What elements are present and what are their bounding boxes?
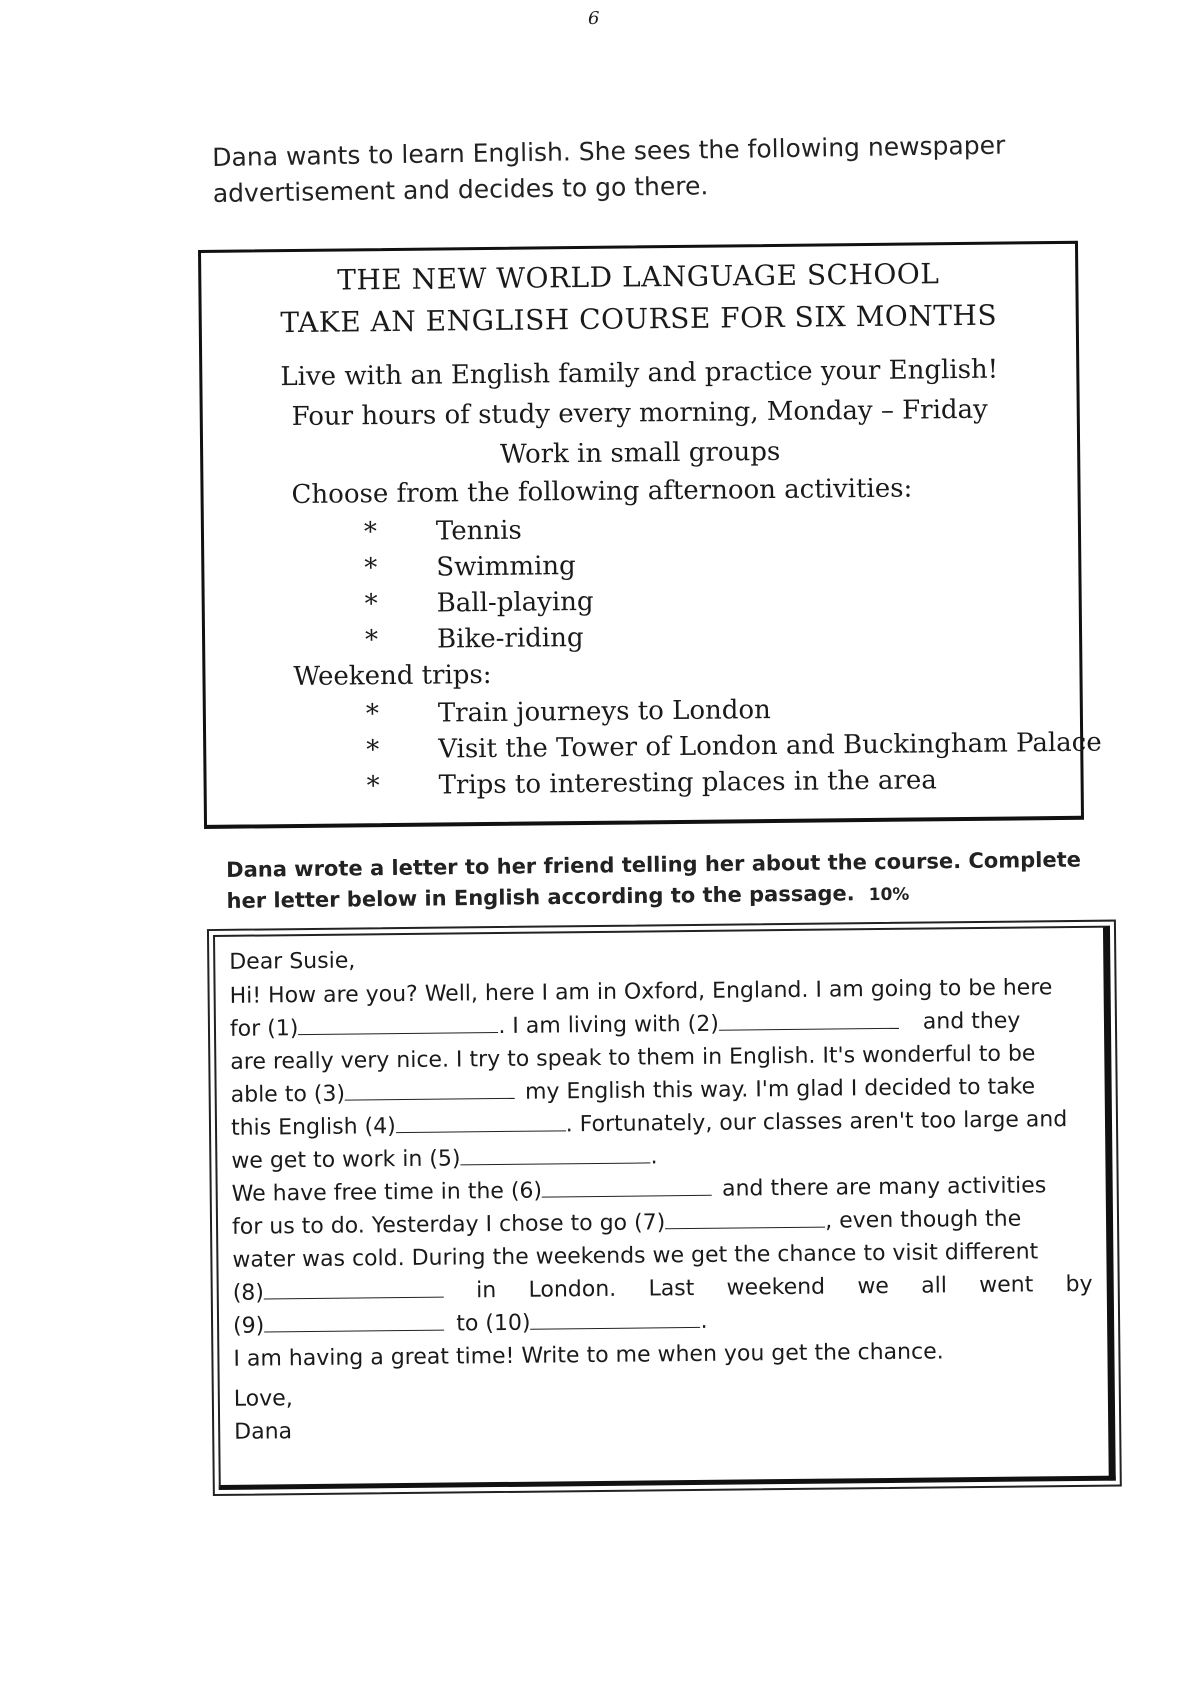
answer-blank-4[interactable]: [396, 1110, 566, 1133]
letter-word: we: [857, 1273, 890, 1300]
letter-text: my English this way. I'm glad I decided to take: [524, 1074, 1036, 1105]
bullet-star: *: [364, 553, 378, 584]
letter-word: by: [1065, 1271, 1093, 1298]
ad-trips-heading: Weekend trips:: [293, 659, 492, 693]
answer-blank-1[interactable]: [298, 1012, 498, 1035]
letter-text: and there are many activities: [721, 1173, 1047, 1202]
bullet-star: *: [364, 625, 379, 656]
letter-line: are really very nice. I try to speak to them in English. It's wonderful to be: [230, 1041, 1036, 1075]
letter-text: this English (4): [230, 1114, 396, 1141]
letter-text: for (1): [229, 1016, 299, 1042]
ad-school-name: THE NEW WORLD LANGUAGE SCHOOL: [337, 257, 940, 297]
bullet-star: *: [363, 517, 378, 548]
bullet-star: *: [366, 771, 380, 802]
advertisement-box: [198, 241, 1102, 829]
activity-label: Tennis: [435, 515, 522, 547]
letter-text: We have free time in the (6): [231, 1178, 543, 1207]
bullet-star: *: [364, 589, 378, 620]
letter-closing: Love,: [233, 1386, 293, 1412]
bullet-star: *: [366, 735, 380, 766]
letter-text: .: [700, 1308, 708, 1334]
ad-line-groups: Work in small groups: [499, 436, 781, 470]
letter-word: London.: [528, 1276, 617, 1303]
activity-label: Bike-riding: [436, 622, 584, 655]
letter-word: weekend: [726, 1274, 826, 1301]
letter-box: [213, 926, 1116, 1490]
letter-text: .: [650, 1144, 658, 1170]
trip-label: Trips to interesting places in the area: [438, 765, 937, 801]
letter-greeting: Dear Susie,: [229, 948, 356, 975]
ad-activities-heading: Choose from the following afternoon activities:: [291, 473, 913, 511]
letter-text: . I am living with (2): [498, 1011, 719, 1040]
letter-text: (9): [232, 1313, 265, 1339]
answer-blank-2[interactable]: [719, 1008, 899, 1031]
ad-line-family: Live with an English family and practice your English!: [280, 354, 999, 393]
intro-paragraph: Dana wants to learn English. She sees the following newspaper advertisement and decides to go there.: [212, 130, 1006, 208]
trip-label: Train journeys to London: [437, 695, 772, 729]
letter-word: in: [476, 1278, 497, 1304]
letter-word: went: [979, 1272, 1034, 1298]
score-percent: 10%: [868, 884, 910, 906]
letter-text: able to (3): [230, 1081, 346, 1108]
task-instructions: [226, 844, 1087, 919]
letter-text: and they: [922, 1008, 1021, 1035]
answer-blank-9[interactable]: [264, 1310, 444, 1333]
answer-blank-6[interactable]: [542, 1175, 712, 1198]
letter-text: to (10): [456, 1310, 531, 1337]
letter-word-group: [233, 1276, 444, 1310]
activity-label: Ball-playing: [436, 586, 594, 619]
letter-text: (8): [232, 1280, 265, 1306]
letter-line: I am having a great time! Write to me when you get the chance.: [233, 1339, 944, 1372]
letter-word: all: [921, 1273, 948, 1299]
letter-line: Hi! How are you? Well, here I am in Oxford, England. I am going to be here: [229, 975, 1053, 1009]
trip-label: Visit the Tower of London and Buckingham Palace: [438, 727, 1102, 765]
ad-course-title: TAKE AN ENGLISH COURSE FOR SIX MONTHS: [280, 298, 998, 340]
answer-blank-10[interactable]: [530, 1307, 700, 1330]
letter-text: we get to work in (5): [231, 1146, 461, 1174]
answer-blank-5[interactable]: [460, 1142, 650, 1165]
activity-label: Swimming: [436, 551, 576, 583]
page-number: 6: [588, 8, 600, 29]
answer-blank-8[interactable]: [264, 1277, 444, 1300]
letter-signature: Dana: [234, 1419, 293, 1445]
letter-word: Last: [648, 1275, 695, 1302]
answer-blank-3[interactable]: [345, 1078, 515, 1101]
letter-line: water was cold. During the weekends we get the chance to visit different: [232, 1239, 1039, 1273]
letter-text: , even though the: [825, 1206, 1022, 1234]
letter-text: for us to do. Yesterday I chose to go (7): [231, 1210, 666, 1240]
ad-line-study: Four hours of study every morning, Monday – Friday: [291, 394, 988, 433]
bullet-star: *: [365, 699, 380, 730]
instructions-text: Dana wrote a letter to her friend telling her about the course. Complete her letter below in English according to the passage.: [226, 847, 1082, 913]
letter-text: . Fortunately, our classes aren't too large and: [565, 1107, 1068, 1138]
answer-blank-7[interactable]: [665, 1207, 825, 1230]
